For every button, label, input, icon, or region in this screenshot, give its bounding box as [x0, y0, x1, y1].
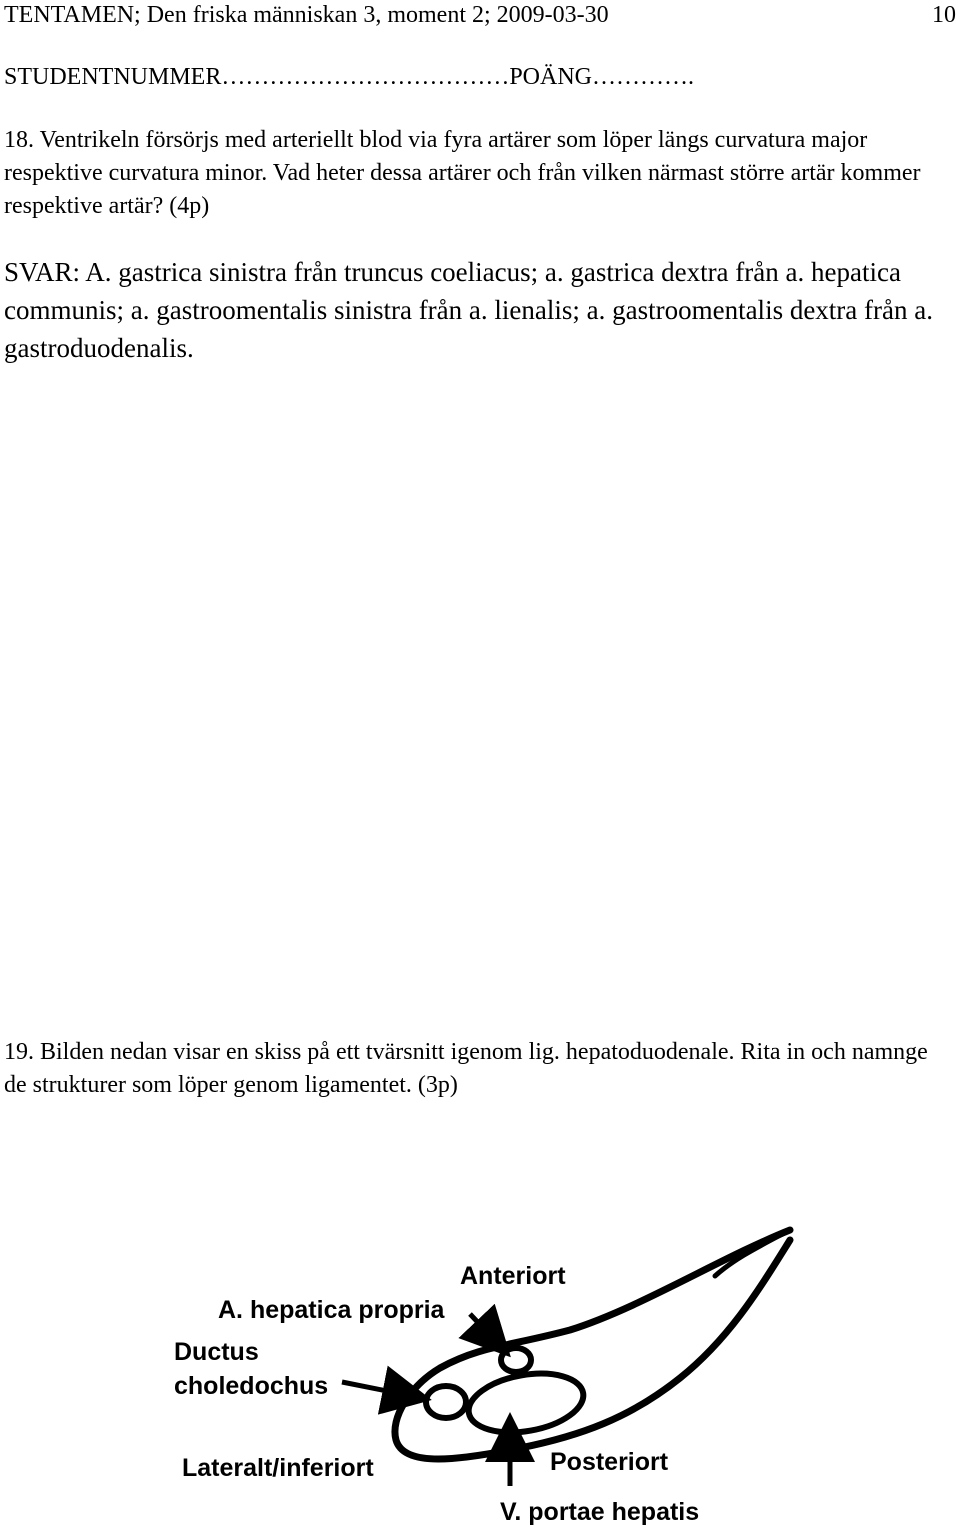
question-18-answer: SVAR: A. gastrica sinistra från truncus coeliacus; a. gastrica dextra från a. hepatica communis; a. gastroomentalis sinistra från a. lienalis; a. gastroomentalis dextra från a. gastroduodenalis.	[4, 257, 933, 363]
bile-duct-circle	[426, 1386, 466, 1418]
label-choledochus: choledochus	[174, 1372, 329, 1400]
question-18-text: 18. Ventrikeln försörjs med arteriellt blod via fyra artärer som löper längs curvatura major respektive curvatura minor. Vad heter dessa artärer och från vilken närmast större artär kommer respektive artär? (4p)	[4, 127, 921, 219]
hepatica-arrow	[470, 1314, 504, 1350]
label-anteriort: Anteriort	[460, 1262, 566, 1290]
label-posteriort: Posteriort	[550, 1448, 669, 1476]
hepatic-artery-circle	[501, 1348, 531, 1372]
label-portae-hepatis: V. portae hepatis	[500, 1498, 700, 1526]
label-lateralt-inferiort: Lateralt/inferiort	[182, 1454, 374, 1482]
portal-vein-oval	[464, 1365, 588, 1440]
ligament-cross-section-figure	[160, 1218, 800, 1532]
label-hepatica-propria: A. hepatica propria	[218, 1296, 445, 1324]
question-19-text: 19. Bilden nedan visar en skiss på ett tvärsnitt igenom lig. hepatoduodenale. Rita in och namnge de strukturer som löper genom ligamentet. (3p)	[4, 1039, 928, 1098]
label-ductus: Ductus	[174, 1338, 259, 1366]
student-number-points-line: STUDENTNUMMER………………………………POÄNG………….	[4, 64, 695, 90]
page-number: 10	[932, 2, 956, 28]
document-header-title: TENTAMEN; Den friska människan 3, moment 2; 2009-03-30	[4, 2, 609, 28]
